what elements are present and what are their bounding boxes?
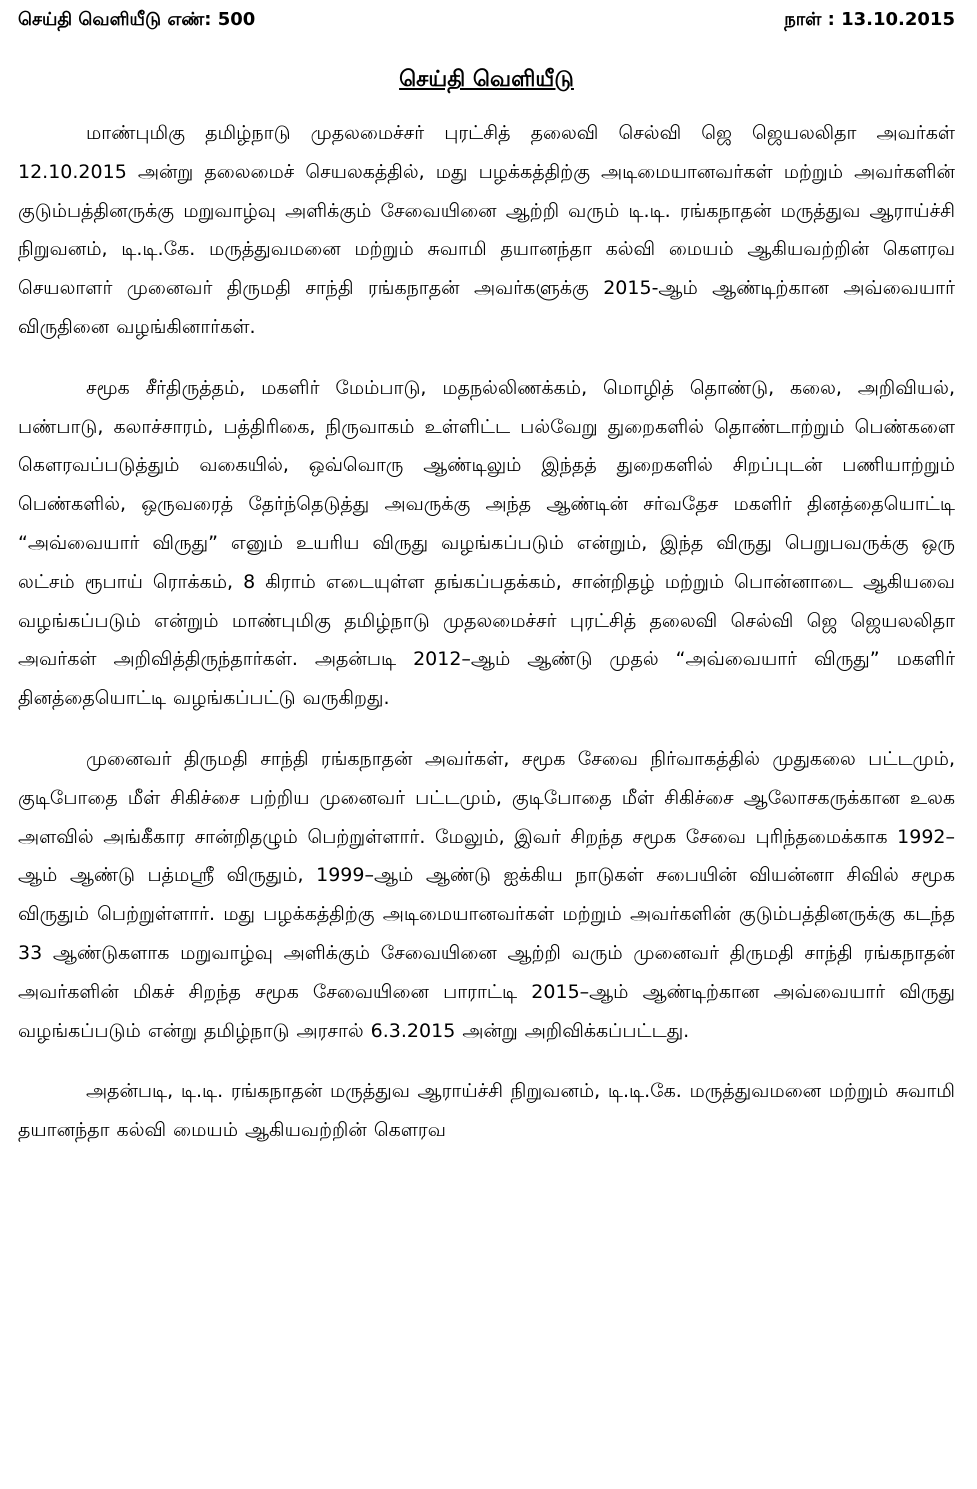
release-number: செய்தி வெளியீடு எண்: 500 (18, 9, 256, 30)
release-date: நாள் : 13.10.2015 (784, 9, 955, 30)
paragraph-award-background: சமூக சீர்திருத்தம், மகளிர் மேம்பாடு, மதநல்லிணக்கம், மொழித் தொண்டு, கலை, அறிவியல், பண்பாடு, கலாச்சாரம், பத்திரிகை, நிருவாகம் உள்ளிட்ட பல்வேறு துறைகளில் தொண்டாற்றும் பெண்களை கௌரவப்படுத்தும் வகையில், ஒவ்வொரு ஆண்டிலும் இந்தத் துறைகளில் சிறப்புடன் பணியாற்றும் பெண்களில், ஒருவரைத் தேர்ந்தெடுத்து அவருக்கு அந்த ஆண்டின் சர்வதேச மகளிர் தினத்தையொட்டி “அவ்வையார் விருது” எனும் உயரிய விருது வழங்கப்படும் என்றும், இந்த விருது பெறுபவருக்கு ஒரு லட்சம் ரூபாய் ரொக்கம், 8 கிராம் எடையுள்ள தங்கப்பதக்கம், சான்றிதழ் மற்றும் பொன்னாடை ஆகியவை வழங்கப்படும் என்றும் மாண்புமிகு தமிழ்நாடு முதலமைச்சர் புரட்சித் தலைவி செல்வி ஜெ ஜெயலலிதா அவர்கள் அறிவித்திருந்தார்கள். அதன்படி 2012–ஆம் ஆண்டு முதல் “அவ்வையார் விருது” மகளிர் தினத்தையொட்டி வழங்கப்பட்டு வருகிறது. (18, 376, 955, 710)
paragraph-continuation: அதன்படி, டி.டி. ரங்கநாதன் மருத்துவ ஆராய்ச்சி நிறுவனம், டி.டி.கே. மருத்துவமனை மற்றும் சுவாமி தயானந்தா கல்வி மையம் ஆகியவற்றின் கௌரவ (18, 1080, 955, 1142)
header-row (18, 4, 955, 36)
paragraph-award-presentation: மாண்புமிகு தமிழ்நாடு முதலமைச்சர் புரட்சித் தலைவி செல்வி ஜெ ஜெயலலிதா அவர்கள் 12.10.2015 அன்று தலைமைச் செயலகத்தில், மது பழக்கத்திற்கு அடிமையானவர்கள் மற்றும் அவர்களின் குடும்பத்தினருக்கு மறுவாழ்வு அளிக்கும் சேவையினை ஆற்றி வரும் டி.டி. ரங்கநாதன் மருத்துவ ஆராய்ச்சி நிறுவனம், டி.டி.கே. மருத்துவமனை மற்றும் சுவாமி தயானந்தா கல்வி மையம் ஆகியவற்றின் கௌரவ செயலாளர் முனைவர் திருமதி சாந்தி ரங்கநாதன் அவர்களுக்கு 2015-ஆம் ஆண்டிற்கான அவ்வையார் விருதினை வழங்கினார்கள். (18, 122, 955, 338)
document-title: செய்தி வெளியீடு (399, 67, 574, 92)
paragraph-recipient-profile: முனைவர் திருமதி சாந்தி ரங்கநாதன் அவர்கள், சமூக சேவை நிர்வாகத்தில் முதுகலை பட்டமும், குடிபோதை மீள் சிகிச்சை பற்றிய முனைவர் பட்டமும், குடிபோதை மீள் சிகிச்சை ஆலோசகருக்கான உலக அளவில் அங்கீகார சான்றிதழும் பெற்றுள்ளார். மேலும், இவர் சிறந்த சமூக சேவை புரிந்தமைக்காக 1992–ஆம் ஆண்டு பத்மஸ்ரீ விருதும், 1999–ஆம் ஆண்டு ஐக்கிய நாடுகள் சபையின் வியன்னா சிவில் சமூக விருதும் பெற்றுள்ளார். மது பழக்கத்திற்கு அடிமையானவர்கள் மற்றும் அவர்களின் குடும்பத்தினருக்கு கடந்த 33 ஆண்டுகளாக மறுவாழ்வு அளிக்கும் சேவையினை ஆற்றி வரும் முனைவர் திருமதி சாந்தி ரங்கநாதன் அவர்களின் மிகச் சிறந்த சமூக சேவையினை பாராட்டி 2015–ஆம் ஆண்டிற்கான அவ்வையார் விருது வழங்கப்படும் என்று தமிழ்நாடு அரசால் 6.3.2015 அன்று அறிவிக்கப்பட்டது. (18, 747, 955, 1042)
